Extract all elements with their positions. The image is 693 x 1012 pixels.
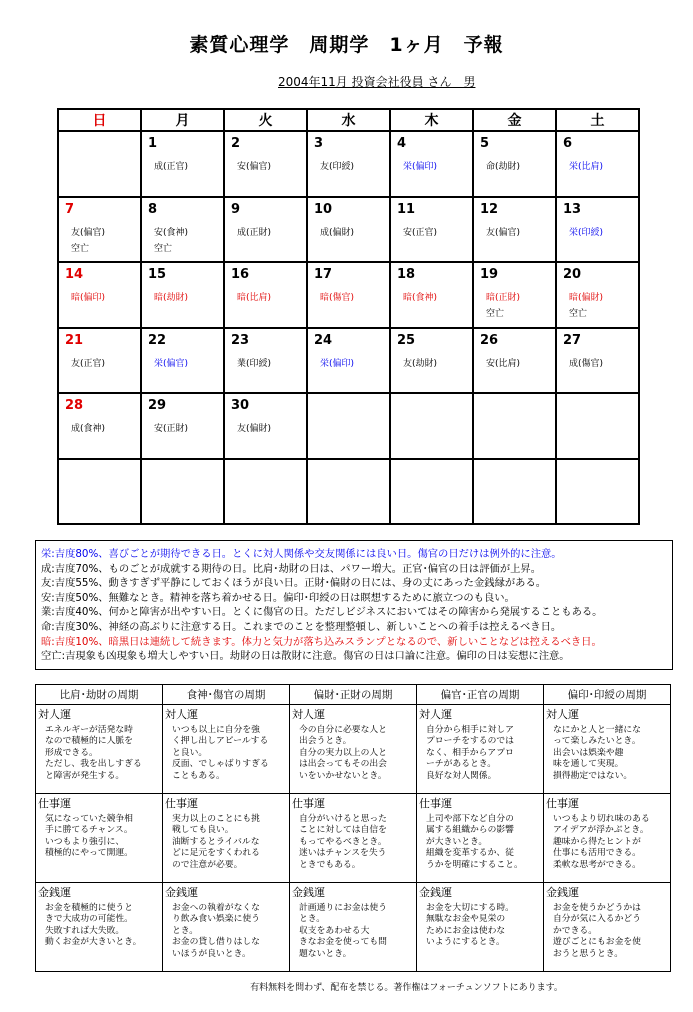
cycle-cell — [417, 883, 544, 972]
weekday-header: 水 — [307, 109, 390, 131]
day-cell — [224, 131, 307, 197]
cycle-description: 自分から相手に対しア プローチをするのでは なく、相手からアプロ ーチがあるとき。 良好な対人関係。 — [426, 725, 514, 781]
cycle-description: 自分がいけると思った ことに対しては自信を もってやるべきとき。 迷いはチャンスを失う ときでもある。 — [299, 814, 387, 870]
cycle-description: 上司や部下など自分の 属する組織からの影響 が大きいとき。 組織を変革するか、従 うかを明確にすること。 — [426, 814, 523, 870]
cycle-cell — [163, 794, 290, 883]
day-cell — [473, 197, 556, 263]
cycle-cell — [290, 705, 417, 794]
cycle-description: お金を積極的に使うと きで大成功の可能性。 失敗すれば大失敗。 動くお金が大きいとき。 — [45, 903, 142, 948]
day-number: 25 — [397, 332, 416, 348]
cycle-cell — [36, 794, 163, 883]
empty-day-cell — [224, 459, 307, 525]
cycle-header: 食神･傷官の周期 — [163, 685, 290, 705]
empty-day-cell — [390, 393, 473, 459]
cycle-section-title: 対人運 — [419, 708, 452, 721]
day-fortune: 暗(劫財) — [154, 293, 189, 303]
day-fortune: 暗(食神) — [403, 293, 438, 303]
cycle-header: 比肩･劫財の周期 — [36, 685, 163, 705]
cycle-section-title: 金銭運 — [292, 886, 325, 899]
empty-day-cell — [141, 459, 224, 525]
weekday-header: 金 — [473, 109, 556, 131]
day-number: 13 — [563, 201, 582, 217]
calendar-week — [58, 131, 639, 197]
cycle-section-title: 金銭運 — [38, 886, 71, 899]
day-fortune: 命(劫財) — [486, 162, 521, 172]
cycle-cell — [544, 705, 671, 794]
cycle-section-title: 対人運 — [546, 708, 579, 721]
calendar-week — [58, 328, 639, 394]
day-fortune: 友(偏官) — [71, 227, 106, 238]
calendar-week — [58, 459, 639, 525]
cycle-row — [36, 794, 671, 883]
weekday-header: 土 — [556, 109, 639, 131]
cycle-cell — [290, 794, 417, 883]
day-fortune: 暗(正財) — [486, 293, 521, 303]
legend-line: 友:吉度55%、動きすぎず平静にしておくほうが良い日。正財･偏財の日には、身の丈にあった金銭縁がある。 — [41, 577, 547, 590]
day-number: 30 — [231, 398, 250, 413]
day-cell — [141, 197, 224, 263]
day-cell — [473, 131, 556, 197]
cycle-cell — [544, 794, 671, 883]
day-number: 10 — [314, 201, 333, 217]
empty-day-cell — [473, 459, 556, 525]
cycle-section-title: 対人運 — [292, 708, 325, 721]
empty-day-cell — [58, 459, 141, 525]
empty-day-cell — [58, 131, 141, 197]
day-cell — [556, 328, 639, 394]
cycle-description: お金への執着がなくな り飲み食い娯楽に使う とき。 お金の貸し借りはしな いほうが良いとき。 — [172, 903, 260, 959]
calendar-week — [58, 393, 639, 459]
cycle-section-title: 対人運 — [165, 708, 198, 721]
empty-day-cell — [473, 393, 556, 459]
cycle-section-title: 仕事運 — [165, 797, 198, 810]
day-number: 1 — [148, 136, 158, 151]
day-cell — [58, 328, 141, 394]
weekday-header: 火 — [224, 109, 307, 131]
day-cell — [58, 197, 141, 263]
day-fortune: 暗(傷官) — [320, 293, 355, 303]
day-cell — [307, 131, 390, 197]
day-number: 23 — [231, 332, 250, 348]
calendar — [57, 108, 640, 525]
legend-line: 安:吉度50%、無難なとき。精神を落ち着かせる日。偏印･印綬の日は瞑想するために旅立つのも良い。 — [41, 591, 515, 604]
day-cell — [224, 393, 307, 459]
legend-line: 業:吉度40%、何かと障害が出やすい日。とくに傷官の日。ただしビジネスにおいてはその障害から発展することもある。 — [41, 606, 603, 619]
legend-line: 空亡:吉現象も凶現象も増大しやすい日。劫財の日は散財に注意。傷官の日は口論に注意。偏印の日は妄想に注意。 — [41, 650, 570, 663]
kuubou-mark: 空亡 — [154, 243, 173, 254]
day-fortune: 栄(比肩) — [569, 162, 604, 172]
day-number: 9 — [231, 201, 241, 217]
day-number: 2 — [231, 136, 241, 151]
day-number: 4 — [397, 136, 407, 151]
legend-line: 暗:吉度10%、暗黒日は連続して続きます。体力と気力が落ち込みスランプとなるので、新しいことなどは控えるべき日。 — [41, 635, 602, 648]
legend-line: 成:吉度70%、ものごとが成就する期待の日。比肩･劫財の日は、パワー増大。正官･偏官の日は評価が上昇。 — [41, 562, 542, 575]
cycle-header: 偏印･印綬の周期 — [544, 685, 671, 705]
day-fortune: 安(正官) — [403, 227, 438, 238]
cycle-section-title: 仕事運 — [292, 797, 325, 810]
day-number: 27 — [563, 332, 582, 348]
day-cell — [307, 262, 390, 328]
day-number: 8 — [148, 201, 158, 217]
cycle-description: 気になっていた競争相 手に勝てるチャンス。 いつもより強引に、 積極的にやって開運。 — [45, 814, 133, 859]
day-number: 14 — [65, 267, 84, 282]
day-cell — [224, 328, 307, 394]
day-cell — [224, 262, 307, 328]
day-number: 20 — [563, 267, 582, 282]
day-cell — [141, 262, 224, 328]
day-fortune: 友(偏官) — [486, 227, 521, 238]
day-cell — [141, 328, 224, 394]
empty-day-cell — [556, 459, 639, 525]
legend-line: 命:吉度30%、神経の高ぶりに注意する日。これまでのことを整理整頓し、新しいことへの着手は控えるべき日。 — [41, 620, 562, 633]
cycle-cell — [163, 883, 290, 972]
day-cell — [556, 197, 639, 263]
cycle-header: 偏財･正財の周期 — [290, 685, 417, 705]
weekday-header: 木 — [390, 109, 473, 131]
cycle-cell — [163, 705, 290, 794]
cycle-cell — [417, 794, 544, 883]
cycle-description: 実力以上のことにも挑 戦しても良い。 油断するとライバルな どに足元をすくわれる ので注意が必要。 — [172, 814, 260, 870]
day-cell — [141, 131, 224, 197]
cycle-section-title: 金銭運 — [165, 886, 198, 899]
empty-day-cell — [556, 393, 639, 459]
kuubou-mark: 空亡 — [486, 309, 505, 319]
day-fortune: 友(印綬) — [320, 162, 355, 172]
cycle-row — [36, 883, 671, 972]
day-fortune: 安(正財) — [154, 424, 189, 434]
cycle-cell — [36, 705, 163, 794]
day-fortune: 安(比肩) — [486, 358, 521, 369]
day-fortune: 栄(偏印) — [403, 162, 438, 172]
cycle-section-title: 仕事運 — [419, 797, 452, 810]
cycle-description: いつもより切れ味のある アイデアが浮かぶとき。 趣味から得たヒントが 仕事にも活用できる。 柔軟な思考ができる。 — [553, 814, 650, 870]
cycle-header: 偏官･正官の周期 — [417, 685, 544, 705]
day-cell — [390, 197, 473, 263]
day-fortune: 栄(偏官) — [154, 358, 189, 369]
day-fortune: 友(偏財) — [237, 424, 272, 434]
day-fortune: 友(劫財) — [403, 358, 438, 369]
day-fortune: 成(正官) — [154, 162, 189, 172]
kuubou-mark: 空亡 — [71, 243, 90, 254]
client-info: 2004年11月 投資会社役員 さん 男 — [278, 75, 476, 89]
day-fortune: 栄(偏印) — [320, 358, 355, 369]
day-number: 11 — [397, 201, 416, 217]
cycle-description: いつも以上に自分を強 く押し出しアピールする と良い。 反面、でしゃばりすぎる こともある。 — [172, 725, 269, 781]
day-cell — [307, 197, 390, 263]
day-number: 7 — [65, 201, 75, 217]
day-number: 21 — [65, 332, 84, 348]
cycle-section-title: 金銭運 — [419, 886, 452, 899]
day-cell — [556, 131, 639, 197]
day-fortune: 成(正財) — [237, 227, 272, 238]
day-number: 24 — [314, 332, 333, 348]
cycle-section-title: 仕事運 — [38, 797, 71, 810]
day-number: 26 — [480, 332, 499, 348]
cycle-section-title: 金銭運 — [546, 886, 579, 899]
calendar-week — [58, 262, 639, 328]
calendar-week — [58, 197, 639, 263]
cycle-description: エネルギーが活発な時 なので積極的に人脈を 形成できる。 ただし、我を出しすぎる と障害が発生する。 — [45, 725, 142, 781]
day-cell — [390, 328, 473, 394]
cycle-description: お金を大切にする時。 無駄なお金や見栄の ためにお金は使わな いようにするとき。 — [426, 903, 514, 948]
day-fortune: 栄(印綬) — [569, 227, 604, 238]
day-number: 22 — [148, 332, 167, 348]
day-fortune: 安(偏官) — [237, 162, 272, 172]
day-number: 18 — [397, 267, 416, 282]
cycle-description: お金を使うかどうかは 自分が気に入るかどう かできる。 遊びごとにもお金を使 おうと思うとき。 — [553, 903, 641, 959]
empty-day-cell — [307, 459, 390, 525]
day-cell — [141, 393, 224, 459]
cycle-section-title: 対人運 — [38, 708, 71, 721]
empty-day-cell — [307, 393, 390, 459]
day-fortune: 業(印綬) — [237, 358, 272, 369]
day-cell — [58, 393, 141, 459]
day-cell — [390, 262, 473, 328]
day-number: 28 — [65, 398, 84, 413]
legend-line: 栄:吉度80%、喜びごとが期待できる日。とくに対人関係や交友関係には良い日。傷官の日だけは例外的に注意。 — [41, 548, 562, 560]
day-fortune: 暗(比肩) — [237, 293, 272, 303]
page-title: 素質心理学 周期学 1ヶ月 予報 — [189, 34, 504, 56]
day-cell — [473, 262, 556, 328]
day-cell — [556, 262, 639, 328]
day-fortune: 成(食神) — [71, 424, 106, 434]
day-number: 16 — [231, 267, 250, 282]
cycle-description: 計画通りにお金は使う とき。 収支をあわせる大 きなお金を使っても問 題ないとき。 — [299, 903, 387, 959]
cycle-table — [35, 684, 671, 972]
day-number: 15 — [148, 267, 167, 282]
day-number: 5 — [480, 136, 490, 151]
day-number: 29 — [148, 398, 167, 413]
cycle-description: なにかと人と一緒にな って楽しみたいとき。 出会いは娯楽や趣 味を通して実現。 損得勘定ではない。 — [553, 725, 641, 781]
day-cell — [473, 328, 556, 394]
copyright-notice: 有料無料を問わず、配布を禁じる。著作権はフォーチュンソフトにあります。 — [250, 983, 563, 993]
cycle-section-title: 仕事運 — [546, 797, 579, 810]
day-cell — [307, 328, 390, 394]
cycle-row — [36, 705, 671, 794]
day-number: 3 — [314, 136, 324, 151]
cycle-cell — [544, 883, 671, 972]
day-cell — [224, 197, 307, 263]
cycle-cell — [36, 883, 163, 972]
cycle-cell — [417, 705, 544, 794]
weekday-header: 月 — [141, 109, 224, 131]
kuubou-mark: 空亡 — [569, 309, 588, 319]
day-number: 19 — [480, 267, 499, 282]
day-fortune: 暗(偏印) — [71, 293, 106, 303]
day-fortune: 成(偏財) — [320, 227, 355, 238]
fortune-legend — [35, 540, 673, 670]
day-cell — [390, 131, 473, 197]
day-fortune: 暗(偏財) — [569, 293, 604, 303]
day-fortune: 成(傷官) — [569, 358, 604, 369]
day-cell — [58, 262, 141, 328]
day-number: 17 — [314, 267, 333, 282]
cycle-description: 今の自分に必要な人と 出会うとき。 自分の実力以上の人と は出会ってもその出会 いをいかせないとき。 — [299, 725, 387, 781]
day-fortune: 安(食神) — [154, 227, 189, 238]
day-fortune: 友(正官) — [71, 358, 106, 369]
day-number: 12 — [480, 201, 499, 217]
empty-day-cell — [390, 459, 473, 525]
cycle-cell — [290, 883, 417, 972]
day-number: 6 — [563, 136, 573, 151]
weekday-header: 日 — [58, 109, 141, 131]
